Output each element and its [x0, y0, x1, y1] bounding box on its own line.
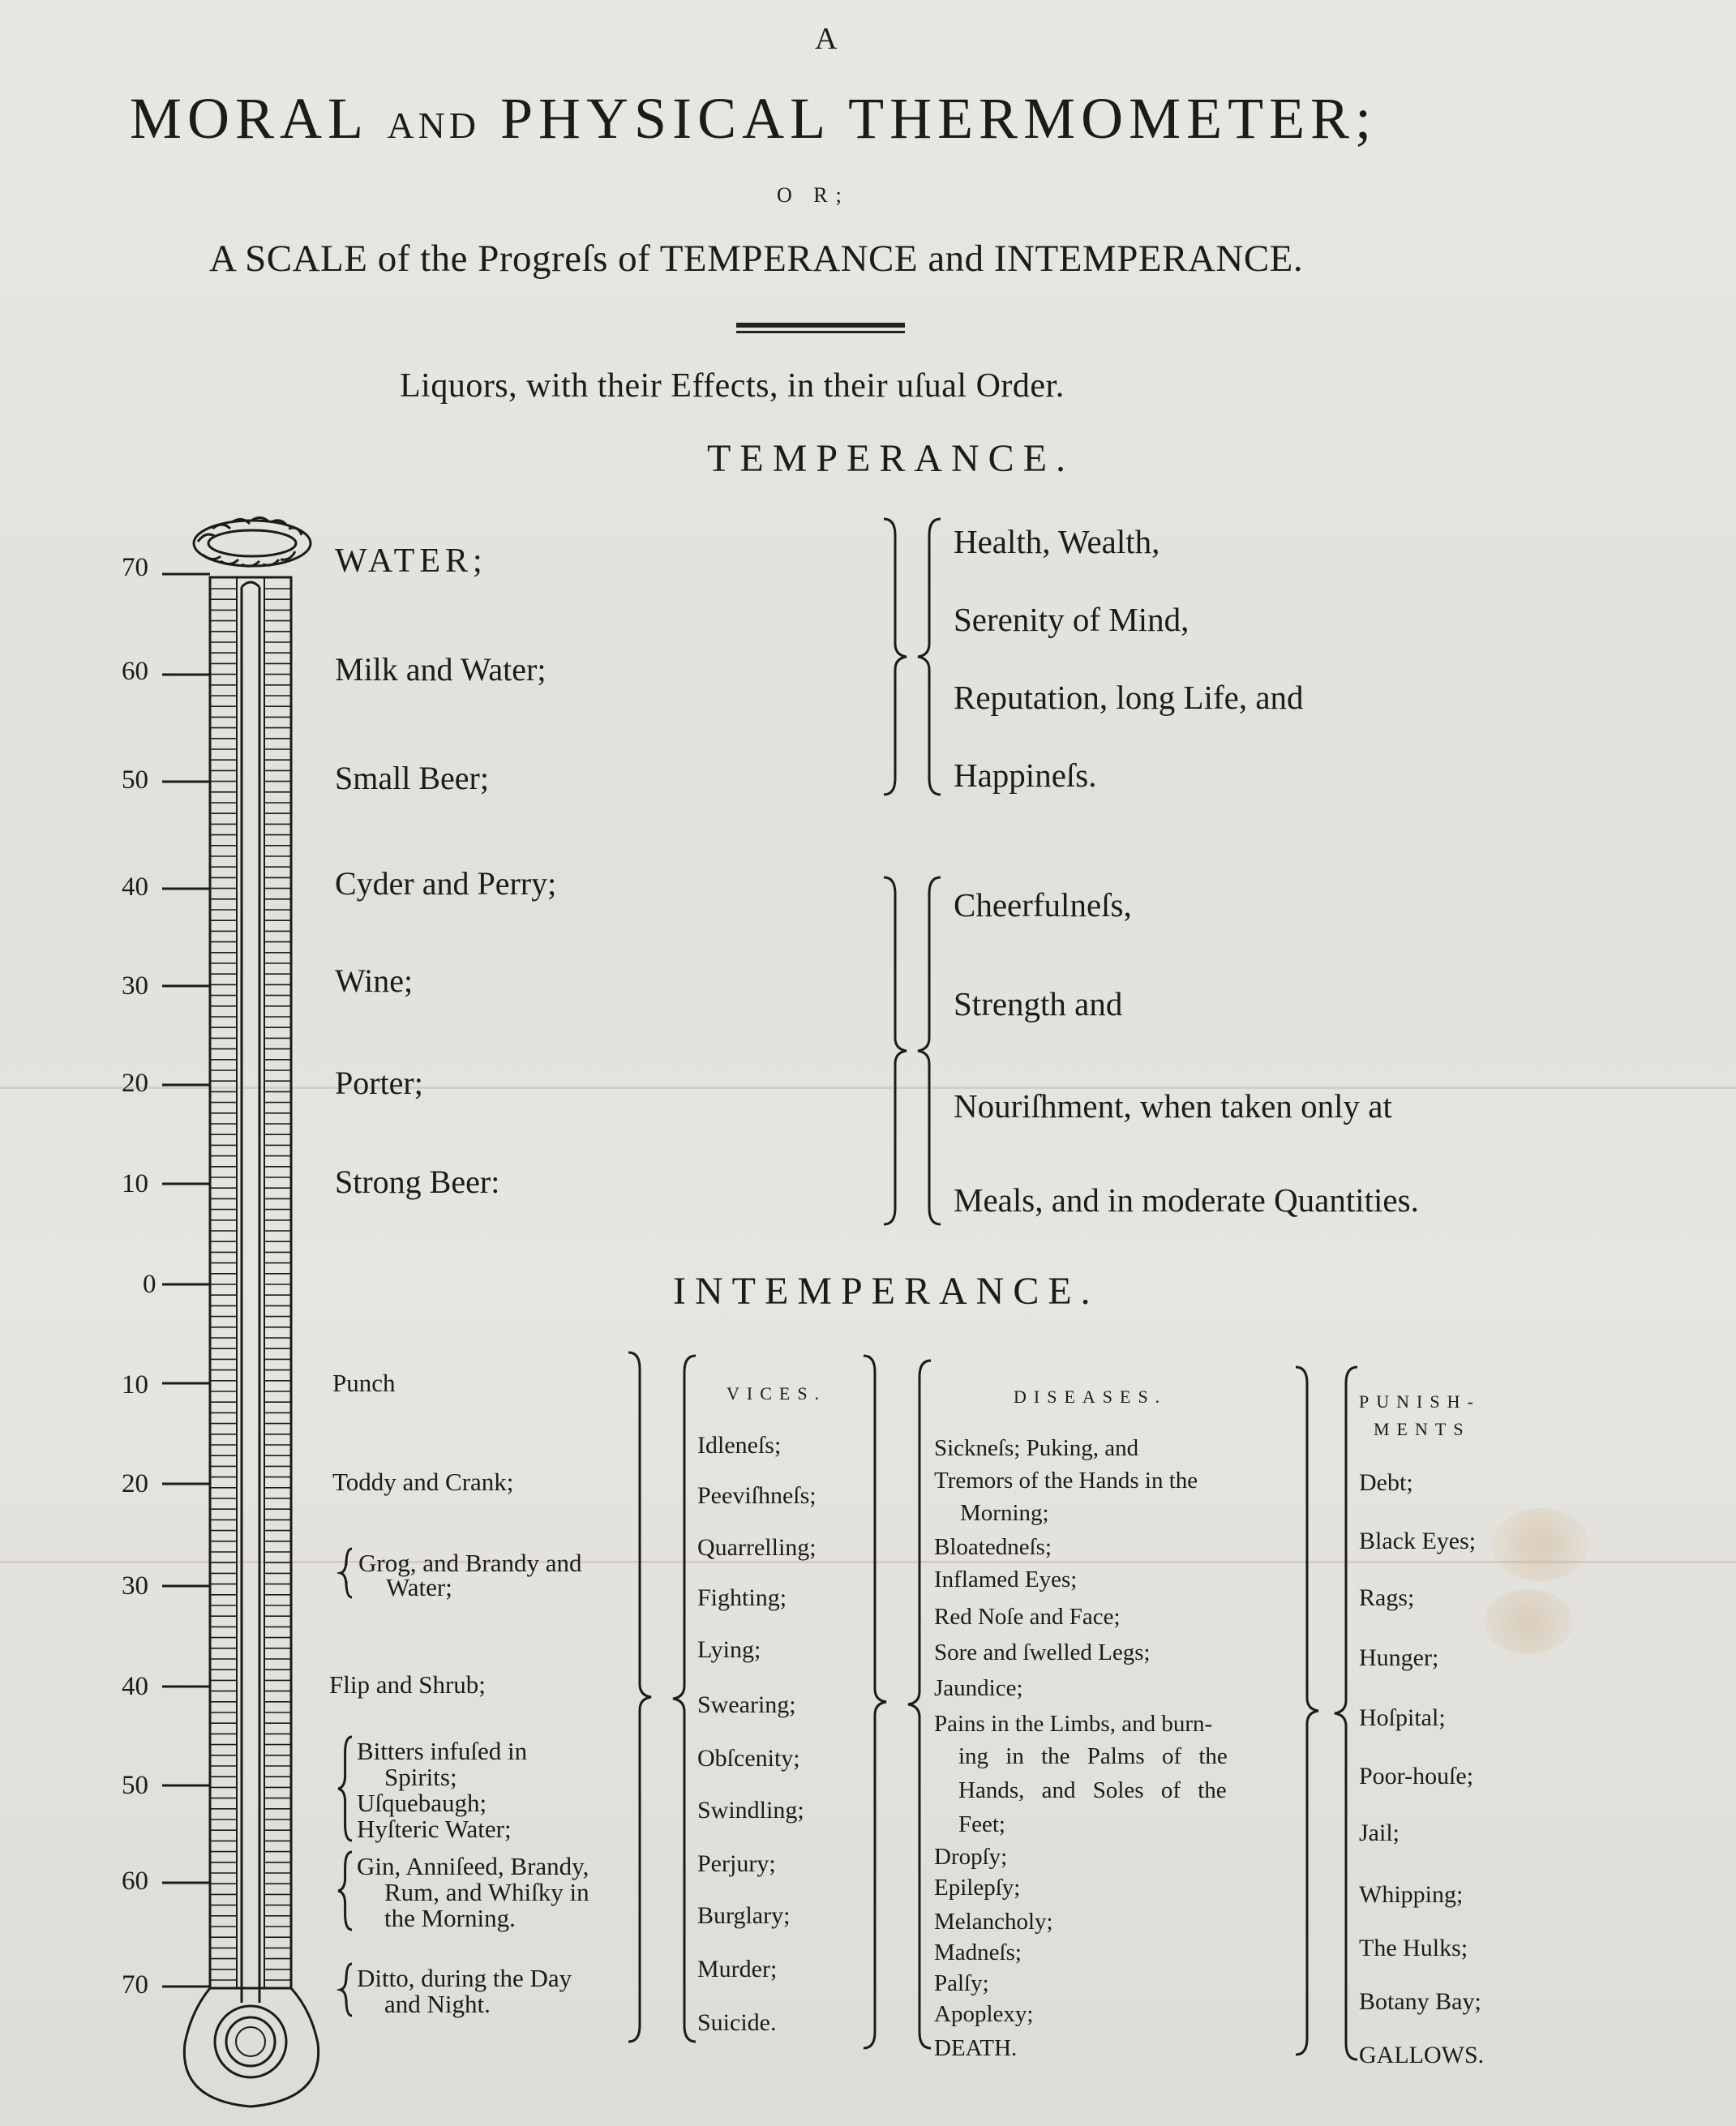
scale-tick-label: 50 — [122, 765, 148, 795]
effect-line: Nouriſhment, when taken only at — [954, 1087, 1392, 1125]
vice-item: Swindling; — [697, 1797, 804, 1824]
bracket — [673, 1356, 696, 2042]
scale-tick-label: 40 — [122, 872, 148, 902]
scale-tick-label: 10 — [122, 1169, 148, 1198]
scale-tick-label: 10 — [122, 1370, 148, 1399]
intemperance-liquor: Ditto, during the Day — [357, 1964, 572, 1992]
title-and: AND — [387, 105, 481, 146]
vice-item: Burglary; — [697, 1902, 791, 1929]
bracket — [918, 877, 941, 1224]
bracket — [884, 519, 907, 795]
bracket — [341, 1964, 352, 2016]
vices-heading: VICES. — [727, 1383, 827, 1404]
title-rest: PHYSICAL THERMOMETER; — [500, 86, 1378, 151]
bracket — [884, 877, 907, 1224]
temperance-liquor: Small Beer; — [335, 760, 489, 796]
vice-item: Lying; — [697, 1636, 761, 1663]
effect-line: Health, Wealth, — [954, 523, 1160, 560]
punishment-item: Whipping; — [1359, 1881, 1464, 1908]
diseases-heading: DISEASES. — [1014, 1387, 1168, 1407]
intemperance-liquor: Flip and Shrub; — [329, 1670, 486, 1699]
intemperance-liquor: the Morning. — [384, 1904, 516, 1932]
punishments-heading: MENTS — [1374, 1419, 1471, 1439]
disease-item: Tremors of the Hands in the — [934, 1468, 1198, 1494]
page-subtitle: A SCALE of the Progreſs of TEMPERANCE and INTEMPERANCE. — [209, 238, 1304, 280]
temperance-liquor: Porter; — [335, 1065, 423, 1101]
punishment-item: Black Eyes; — [1359, 1528, 1477, 1554]
scale-tick-label: 20 — [122, 1069, 148, 1098]
temperance-liquor: Strong Beer: — [335, 1164, 500, 1200]
scale-tick-label: 60 — [122, 1867, 148, 1896]
punishment-item: Debt; — [1359, 1469, 1413, 1496]
scale-tick-label: 20 — [122, 1469, 148, 1498]
bracket — [864, 1356, 886, 2048]
disease-item: Jaundice; — [934, 1675, 1023, 1701]
punishment-item: Rags; — [1359, 1584, 1415, 1611]
intemperance-liquor: and Night. — [384, 1990, 491, 2018]
disease-item: Melancholy; — [934, 1909, 1053, 1935]
disease-item: DEATH. — [934, 2035, 1018, 2061]
punishments-heading: PUNISH- — [1359, 1391, 1481, 1412]
vice-item: Peeviſhneſs; — [697, 1482, 817, 1509]
vice-item: Murder; — [697, 1956, 778, 1982]
temperance-liquor: Wine; — [335, 962, 414, 999]
intemperance-liquor: Toddy and Crank; — [332, 1468, 514, 1496]
intemperance-liquor: Punch — [332, 1369, 396, 1397]
vice-item: Suicide. — [697, 2009, 777, 2036]
disease-item: Dropſy; — [934, 1844, 1008, 1870]
disease-item: Hands, and Soles of the — [958, 1777, 1227, 1803]
vice-item: Idleneſs; — [697, 1432, 782, 1459]
scale-tick-label: 30 — [122, 1571, 148, 1601]
temperance-liquor: Milk and Water; — [335, 651, 547, 688]
bracket — [1335, 1367, 1357, 2060]
title-letter-a: A — [815, 22, 841, 56]
disease-item: Sickneſs; Puking, and — [934, 1435, 1139, 1461]
bracket — [908, 1361, 931, 2048]
intemperance-liquor: Grog, and Brandy and — [358, 1549, 582, 1577]
title-or: O R; — [777, 183, 850, 207]
punishment-item: Hunger; — [1359, 1644, 1439, 1671]
punishment-item: Poor-houſe; — [1359, 1763, 1474, 1790]
intemperance-liquor: Hyſteric Water; — [357, 1815, 512, 1843]
disease-item: Palſy; — [934, 1970, 989, 1996]
disease-item: Bloatedneſs; — [934, 1534, 1052, 1560]
bracket — [338, 1737, 352, 1841]
vice-item: Obſcenity; — [697, 1745, 800, 1772]
scale-tick-label: 60 — [122, 657, 148, 686]
disease-item: Morning; — [960, 1500, 1049, 1526]
effect-line: Serenity of Mind, — [954, 601, 1189, 638]
intemperance-liquor: Spirits; — [384, 1763, 457, 1791]
temperance-liquor: Cyder and Perry; — [335, 865, 557, 902]
disease-item: Inflamed Eyes; — [934, 1567, 1078, 1592]
intemperance-liquor: Rum, and Whiſky in — [384, 1878, 589, 1906]
intemperance-heading: INTEMPERANCE. — [673, 1270, 1099, 1313]
disease-item: Pains in the Limbs, and burn- — [934, 1711, 1213, 1737]
scale-tick-label: 40 — [122, 1672, 148, 1701]
thermometer-bulb — [184, 1988, 318, 2107]
thermometer-frame — [210, 577, 291, 2003]
punishment-item: Hoſpital; — [1359, 1704, 1446, 1731]
brackets — [338, 519, 1357, 2060]
bracket — [918, 519, 941, 795]
disease-item: Sore and ſwelled Legs; — [934, 1640, 1151, 1665]
disease-item: Feet; — [958, 1811, 1005, 1837]
effect-line: Cheerfulneſs, — [954, 886, 1132, 924]
effect-line: Happineſs. — [954, 757, 1097, 794]
effect-line: Meals, and in moderate Quantities. — [954, 1181, 1419, 1219]
effect-line: Reputation, long Life, and — [954, 679, 1304, 716]
bracket — [1296, 1367, 1318, 2055]
temperance-liquor: WATER; — [335, 542, 487, 580]
disease-item: Madneſs; — [934, 1940, 1022, 1965]
bracket — [341, 1549, 352, 1597]
punishment-item: Jail; — [1359, 1820, 1400, 1846]
vice-item: Quarrelling; — [697, 1534, 817, 1561]
intemperance-liquor: Bitters infuſed in — [357, 1737, 528, 1765]
vice-item: Swearing; — [697, 1691, 796, 1718]
scale-tick-label-zero: 0 — [143, 1270, 156, 1299]
liquors-caption: Liquors, with their Effects, in their uſual Order. — [400, 367, 1065, 405]
scale-rungs — [210, 589, 291, 1980]
punishment-item: Botany Bay; — [1359, 1988, 1481, 2015]
laurel-wreath-icon — [194, 517, 311, 566]
title-moral: MORAL — [130, 86, 367, 151]
scale-tick-label: 70 — [122, 553, 148, 582]
disease-item: Epilepſy; — [934, 1875, 1021, 1901]
intemperance-liquor: Uſquebaugh; — [357, 1789, 487, 1817]
punishment-item: The Hulks; — [1359, 1935, 1468, 1961]
scale-tick-label: 70 — [122, 1970, 148, 2000]
punishment-item: GALLOWS. — [1359, 2042, 1485, 2068]
effect-line: Strength and — [954, 985, 1123, 1022]
temperance-heading: TEMPERANCE. — [707, 437, 1075, 480]
scale-tick-label: 50 — [122, 1771, 148, 1800]
disease-item: ing in the Palms of the — [958, 1743, 1228, 1769]
intemperance-liquor: Gin, Anniſeed, Brandy, — [357, 1852, 589, 1880]
vice-item: Perjury; — [697, 1850, 776, 1877]
bracket — [628, 1352, 651, 2042]
scale-ticks — [162, 574, 210, 1987]
scale-tick-label: 30 — [122, 971, 148, 1001]
disease-item: Red Noſe and Face; — [934, 1604, 1121, 1630]
vice-item: Fighting; — [697, 1584, 787, 1611]
bracket — [338, 1852, 352, 1930]
intemperance-liquor: Water; — [386, 1573, 452, 1601]
disease-item: Apoplexy; — [934, 2001, 1034, 2027]
